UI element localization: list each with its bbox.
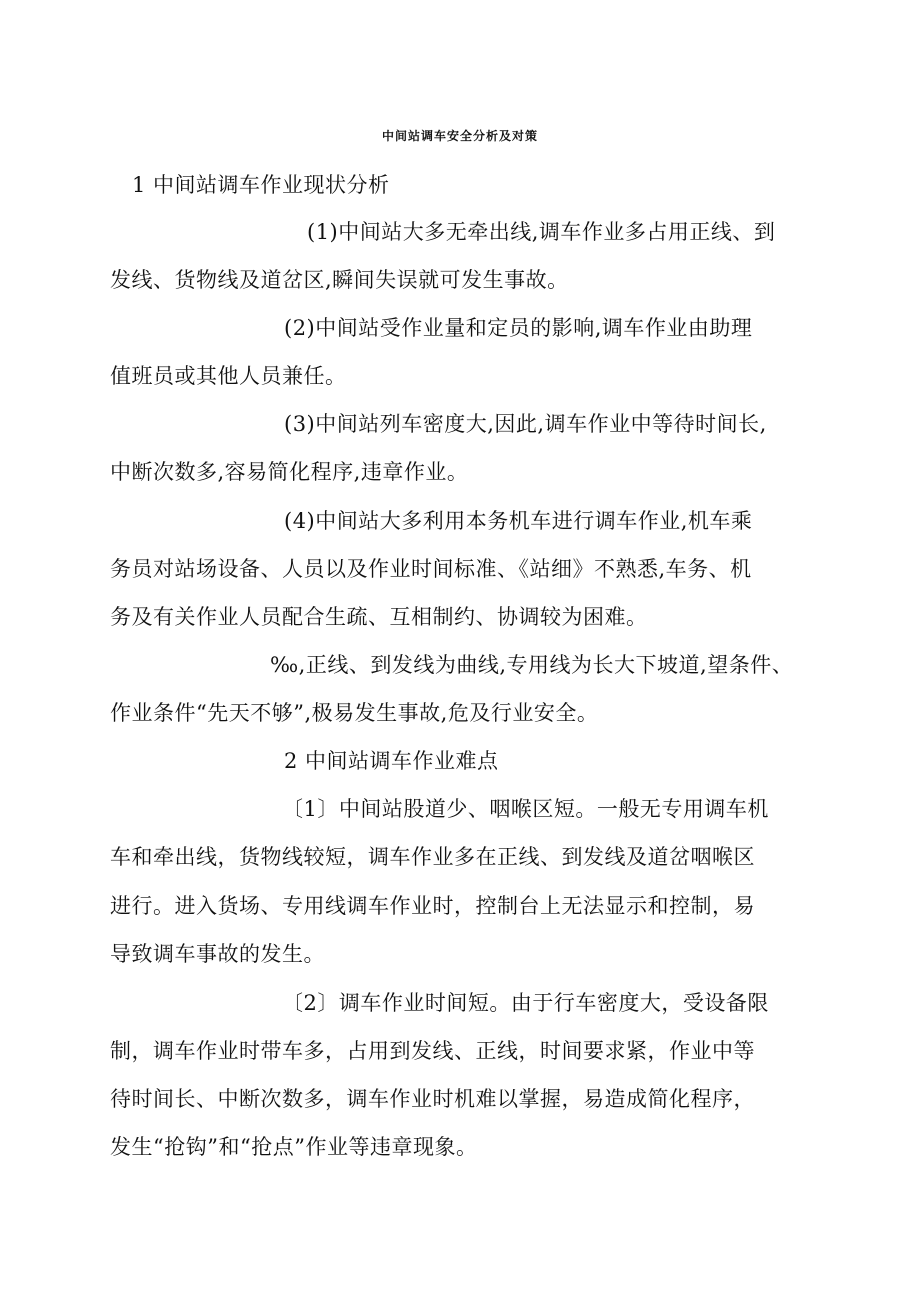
paragraph-line: 进行。进入货场、专用线调车作业时，控制台上无法显示和控制，易 [110, 894, 755, 918]
paragraph-line: (2)中间站受作业量和定员的影响,调车作业由助理 [284, 316, 753, 340]
paragraph-line: 车和牵出线，货物线较短，调车作业多在正线、到发线及道岔咽喉区 [110, 845, 755, 869]
paragraph-line: 值班员或其他人员兼任。 [110, 364, 347, 388]
paragraph-line: (3)中间站列车密度大,因此,调车作业中等待时间长, [284, 412, 767, 436]
paragraph-line: 务员对站场设备、人员以及作业时间标准、《站细》不熟悉,车务、机 [110, 557, 752, 581]
paragraph-line: 待时间长、中断次数多，调车作业时机难以掌握，易造成简化程序， [110, 1087, 755, 1111]
paragraph-line: 中断次数多,容易简化程序,违章作业。 [110, 460, 469, 484]
paragraph-line: 导致调车事故的发生。 [110, 942, 325, 966]
section-heading-2: 2 中间站调车作业难点 [284, 749, 499, 773]
paragraph-line: 作业条件“先天不够”,极易发生事故,危及行业安全。 [110, 701, 599, 725]
paragraph-line: 发线、货物线及道岔区,瞬间失误就可发生事故。 [110, 268, 569, 292]
paragraph-line: 制，调车作业时带车多，占用到发线、正线，时间要求紧，作业中等 [110, 1039, 755, 1063]
paragraph-line: (4)中间站大多利用本务机车进行调车作业,机车乘 [284, 509, 753, 533]
document-title: 中间站调车安全分析及对策 [381, 129, 538, 143]
paragraph-line: 〔1〕中间站股道少、咽喉区短。一般无专用调车机 [282, 797, 769, 821]
paragraph-line: 务及有关作业人员配合生疏、互相制约、协调较为困难。 [110, 605, 648, 629]
paragraph-line: ‰,正线、到发线为曲线,专用线为长大下坡道,望条件、 [270, 653, 794, 677]
section-heading-1: 1 中间站调车作业现状分析 [132, 173, 390, 197]
paragraph-line: 发生“抢钩”和“抢点”作业等违章现象。 [110, 1135, 478, 1159]
paragraph-line: 〔2〕调车作业时间短。由于行车密度大，受设备限 [282, 991, 769, 1015]
paragraph-line: (1)中间站大多无牵出线,调车作业多占用正线、到 [307, 220, 776, 244]
